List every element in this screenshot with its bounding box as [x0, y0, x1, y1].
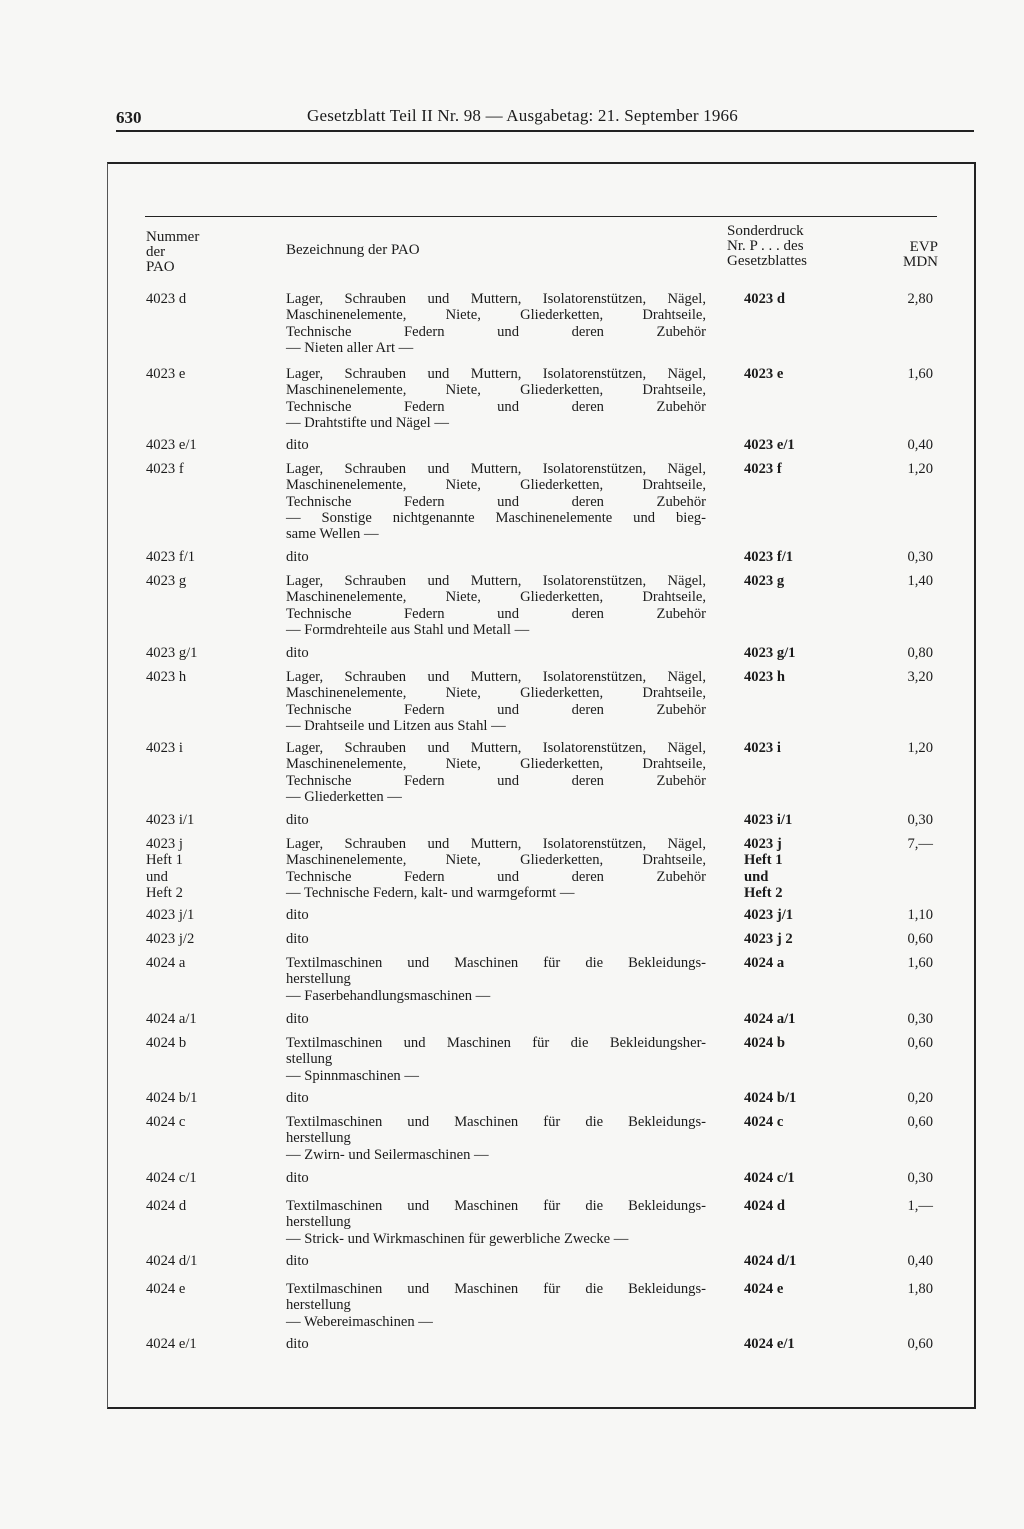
- pao-number: 4023 g/1: [146, 645, 198, 661]
- description-line: Technische Federn und deren Zubehör: [286, 868, 706, 885]
- pao-number: 4023 j/1: [146, 907, 195, 923]
- description-line: Maschinenelemente, Niete, Gliederketten, Drahtseile,: [286, 685, 706, 702]
- pao-number: 4023 j Heft 1 und Heft 2: [146, 836, 183, 901]
- sonderdruck-number: 4024 c/1: [744, 1170, 795, 1186]
- column-header-sonderdruck: Sonderdruck Nr. P . . . des Gesetzblattes: [727, 223, 807, 269]
- pao-description: [286, 291, 706, 356]
- pao-description: [286, 740, 706, 805]
- evp-price: 1,—: [907, 1198, 933, 1214]
- pao-description: [286, 1253, 706, 1269]
- description-line: herstellung: [286, 1297, 351, 1314]
- evp-price: 1,40: [907, 573, 933, 589]
- description-line: dito: [286, 907, 309, 923]
- sonderdruck-number: 4023 j Heft 1 und Heft 2: [744, 836, 783, 901]
- sonderdruck-number: 4024 d/1: [744, 1253, 797, 1269]
- sonderdruck-number: 4024 e/1: [744, 1336, 795, 1352]
- evp-price: 1,20: [907, 740, 933, 756]
- evp-price: 1,80: [907, 1281, 933, 1297]
- evp-price: 3,20: [907, 669, 933, 685]
- description-line: — Drahtseile und Litzen aus Stahl —: [286, 717, 506, 734]
- description-line: Textilmaschinen und Maschinen für die Bekleidungs-: [286, 955, 706, 971]
- pao-description: [286, 1035, 706, 1084]
- description-line: — Strick- und Wirkmaschinen für gewerbliche Zwecke —: [286, 1230, 629, 1247]
- sonderdruck-number: 4023 d: [744, 291, 785, 307]
- sonderdruck-number: 4023 f/1: [744, 549, 794, 565]
- description-line: Technische Federn und deren Zubehör: [286, 772, 706, 789]
- description-line: Lager, Schrauben und Muttern, Isolatorenstützen, Nägel,: [286, 573, 706, 589]
- sonderdruck-number: 4023 f: [744, 461, 782, 477]
- evp-price: 0,40: [907, 437, 933, 453]
- pao-number: 4023 i: [146, 740, 183, 756]
- pao-number: 4024 c/1: [146, 1170, 197, 1186]
- description-line: herstellung: [286, 971, 351, 988]
- description-line: same Wellen —: [286, 526, 379, 543]
- sonderdruck-number: 4024 c: [744, 1114, 784, 1130]
- description-line: Technische Federn und deren Zubehör: [286, 323, 706, 340]
- sonderdruck-number: 4023 e: [744, 366, 784, 382]
- description-line: — Technische Federn, kalt- und warmgeformt —: [286, 884, 575, 901]
- description-line: dito: [286, 549, 309, 565]
- description-line: — Gliederketten —: [286, 788, 402, 805]
- description-line: — Spinnmaschinen —: [286, 1067, 419, 1084]
- description-line: herstellung: [286, 1214, 351, 1231]
- pao-number: 4024 d: [146, 1198, 187, 1214]
- description-line: Textilmaschinen und Maschinen für die Bekleidungs-: [286, 1198, 706, 1214]
- column-header-bezeichnung: Bezeichnung der PAO: [286, 242, 420, 258]
- pao-description: [286, 461, 706, 542]
- evp-price: 0,30: [907, 1011, 933, 1027]
- description-line: Technische Federn und deren Zubehör: [286, 701, 706, 718]
- description-line: dito: [286, 1253, 309, 1269]
- pao-description: [286, 1198, 706, 1247]
- pao-number: 4024 b: [146, 1035, 187, 1051]
- sonderdruck-number: 4024 d: [744, 1198, 785, 1214]
- pao-number: 4023 f: [146, 461, 184, 477]
- pao-number: 4024 c: [146, 1114, 186, 1130]
- evp-price: 1,60: [907, 366, 933, 382]
- pao-number: 4024 e: [146, 1281, 186, 1297]
- pao-number: 4024 d/1: [146, 1253, 198, 1269]
- description-line: — Zwirn- und Seilermaschinen —: [286, 1146, 489, 1163]
- pao-description: [286, 437, 706, 453]
- evp-price: 2,80: [907, 291, 933, 307]
- pao-number: 4023 h: [146, 669, 187, 685]
- pao-number: 4023 g: [146, 573, 187, 589]
- description-line: Lager, Schrauben und Muttern, Isolatorenstützen, Nägel,: [286, 669, 706, 685]
- description-line: — Nieten aller Art —: [286, 339, 414, 356]
- description-line: Textilmaschinen und Maschinen für die Bekleidungs-: [286, 1114, 706, 1130]
- description-line: dito: [286, 645, 309, 661]
- pao-description: [286, 366, 706, 431]
- pao-description: [286, 549, 706, 565]
- evp-price: 0,30: [907, 549, 933, 565]
- description-line: — Formdrehteile aus Stahl und Metall —: [286, 621, 530, 638]
- description-line: Lager, Schrauben und Muttern, Isolatorenstützen, Nägel,: [286, 366, 706, 382]
- pao-number: 4024 a: [146, 955, 186, 971]
- description-line: dito: [286, 437, 309, 453]
- description-line: Maschinenelemente, Niete, Gliederketten, Drahtseile,: [286, 852, 706, 869]
- pao-number: 4024 a/1: [146, 1011, 197, 1027]
- evp-price: 0,30: [907, 1170, 933, 1186]
- pao-number: 4023 f/1: [146, 549, 196, 565]
- description-line: — Sonstige nichtgenannte Maschinenelemente und bieg-: [286, 509, 706, 526]
- evp-price: 1,10: [907, 907, 933, 923]
- sonderdruck-number: 4023 h: [744, 669, 785, 685]
- evp-price: 1,60: [907, 955, 933, 971]
- description-line: Maschinenelemente, Niete, Gliederketten, Drahtseile,: [286, 477, 706, 494]
- description-line: Lager, Schrauben und Muttern, Isolatorenstützen, Nägel,: [286, 836, 706, 852]
- evp-price: 0,20: [907, 1090, 933, 1106]
- sonderdruck-number: 4023 j/1: [744, 907, 794, 923]
- sonderdruck-number: 4023 i: [744, 740, 781, 756]
- sonderdruck-number: 4024 b: [744, 1035, 785, 1051]
- description-line: Maschinenelemente, Niete, Gliederketten, Drahtseile,: [286, 589, 706, 606]
- description-line: Textilmaschinen und Maschinen für die Bekleidungsher-: [286, 1035, 706, 1051]
- sonderdruck-number: 4024 e: [744, 1281, 784, 1297]
- pao-number: 4024 b/1: [146, 1090, 198, 1106]
- pao-number: 4023 e: [146, 366, 186, 382]
- evp-price: 7,—: [907, 836, 933, 852]
- sonderdruck-number: 4023 i/1: [744, 812, 793, 828]
- pao-number: 4023 e/1: [146, 437, 197, 453]
- pao-description: [286, 645, 706, 661]
- evp-price: 0,60: [907, 1114, 933, 1130]
- description-line: stellung: [286, 1051, 333, 1068]
- description-line: Technische Federn und deren Zubehör: [286, 493, 706, 510]
- sonderdruck-number: 4023 g: [744, 573, 785, 589]
- column-header-evp: EVP MDN: [902, 239, 938, 270]
- description-line: Maschinenelemente, Niete, Gliederketten, Drahtseile,: [286, 307, 706, 324]
- pao-description: [286, 573, 706, 638]
- pao-description: [286, 1011, 706, 1027]
- description-line: Maschinenelemente, Niete, Gliederketten, Drahtseile,: [286, 382, 706, 399]
- table-top-rule: [145, 216, 937, 217]
- description-line: Maschinenelemente, Niete, Gliederketten, Drahtseile,: [286, 756, 706, 773]
- header-rule: [116, 130, 974, 132]
- pao-number: 4023 i/1: [146, 812, 195, 828]
- pao-number: 4023 j/2: [146, 931, 195, 947]
- pao-description: [286, 669, 706, 734]
- evp-price: 0,30: [907, 812, 933, 828]
- description-line: dito: [286, 812, 309, 828]
- description-line: Technische Federn und deren Zubehör: [286, 398, 706, 415]
- evp-price: 1,20: [907, 461, 933, 477]
- running-head: Gesetzblatt Teil II Nr. 98 — Ausgabetag: 21. September 1966: [307, 106, 738, 125]
- description-line: — Drahtstifte und Nägel —: [286, 414, 449, 431]
- description-line: — Faserbehandlungsmaschinen —: [286, 987, 491, 1004]
- description-line: dito: [286, 1011, 309, 1027]
- description-line: Lager, Schrauben und Muttern, Isolatorenstützen, Nägel,: [286, 461, 706, 477]
- evp-price: 0,60: [907, 1035, 933, 1051]
- pao-description: [286, 1336, 706, 1352]
- pao-description: [286, 812, 706, 828]
- evp-price: 0,80: [907, 645, 933, 661]
- description-line: dito: [286, 1090, 309, 1106]
- pao-description: [286, 1170, 706, 1186]
- pao-description: [286, 931, 706, 947]
- evp-price: 0,60: [907, 1336, 933, 1352]
- pao-description: [286, 1090, 706, 1106]
- pao-description: [286, 1114, 706, 1163]
- pao-number: 4024 e/1: [146, 1336, 197, 1352]
- sonderdruck-number: 4024 b/1: [744, 1090, 797, 1106]
- sonderdruck-number: 4024 a: [744, 955, 785, 971]
- page-number: 630: [116, 108, 142, 127]
- description-line: herstellung: [286, 1130, 351, 1147]
- sonderdruck-number: 4023 j 2: [744, 931, 793, 947]
- pao-description: [286, 836, 706, 901]
- description-line: Technische Federn und deren Zubehör: [286, 605, 706, 622]
- pao-description: [286, 1281, 706, 1330]
- evp-price: 0,40: [907, 1253, 933, 1269]
- pao-description: [286, 907, 706, 923]
- description-line: Lager, Schrauben und Muttern, Isolatorenstützen, Nägel,: [286, 291, 706, 307]
- description-line: Textilmaschinen und Maschinen für die Bekleidungs-: [286, 1281, 706, 1297]
- description-line: — Webereimaschinen —: [286, 1313, 433, 1330]
- evp-price: 0,60: [907, 931, 933, 947]
- description-line: dito: [286, 931, 309, 947]
- description-line: dito: [286, 1170, 309, 1186]
- pao-description: [286, 955, 706, 1004]
- description-line: Lager, Schrauben und Muttern, Isolatorenstützen, Nägel,: [286, 740, 706, 756]
- sonderdruck-number: 4023 e/1: [744, 437, 795, 453]
- description-line: dito: [286, 1336, 309, 1352]
- column-header-nummer: Nummer der PAO: [146, 229, 200, 275]
- pao-number: 4023 d: [146, 291, 187, 307]
- sonderdruck-number: 4023 g/1: [744, 645, 796, 661]
- sonderdruck-number: 4024 a/1: [744, 1011, 796, 1027]
